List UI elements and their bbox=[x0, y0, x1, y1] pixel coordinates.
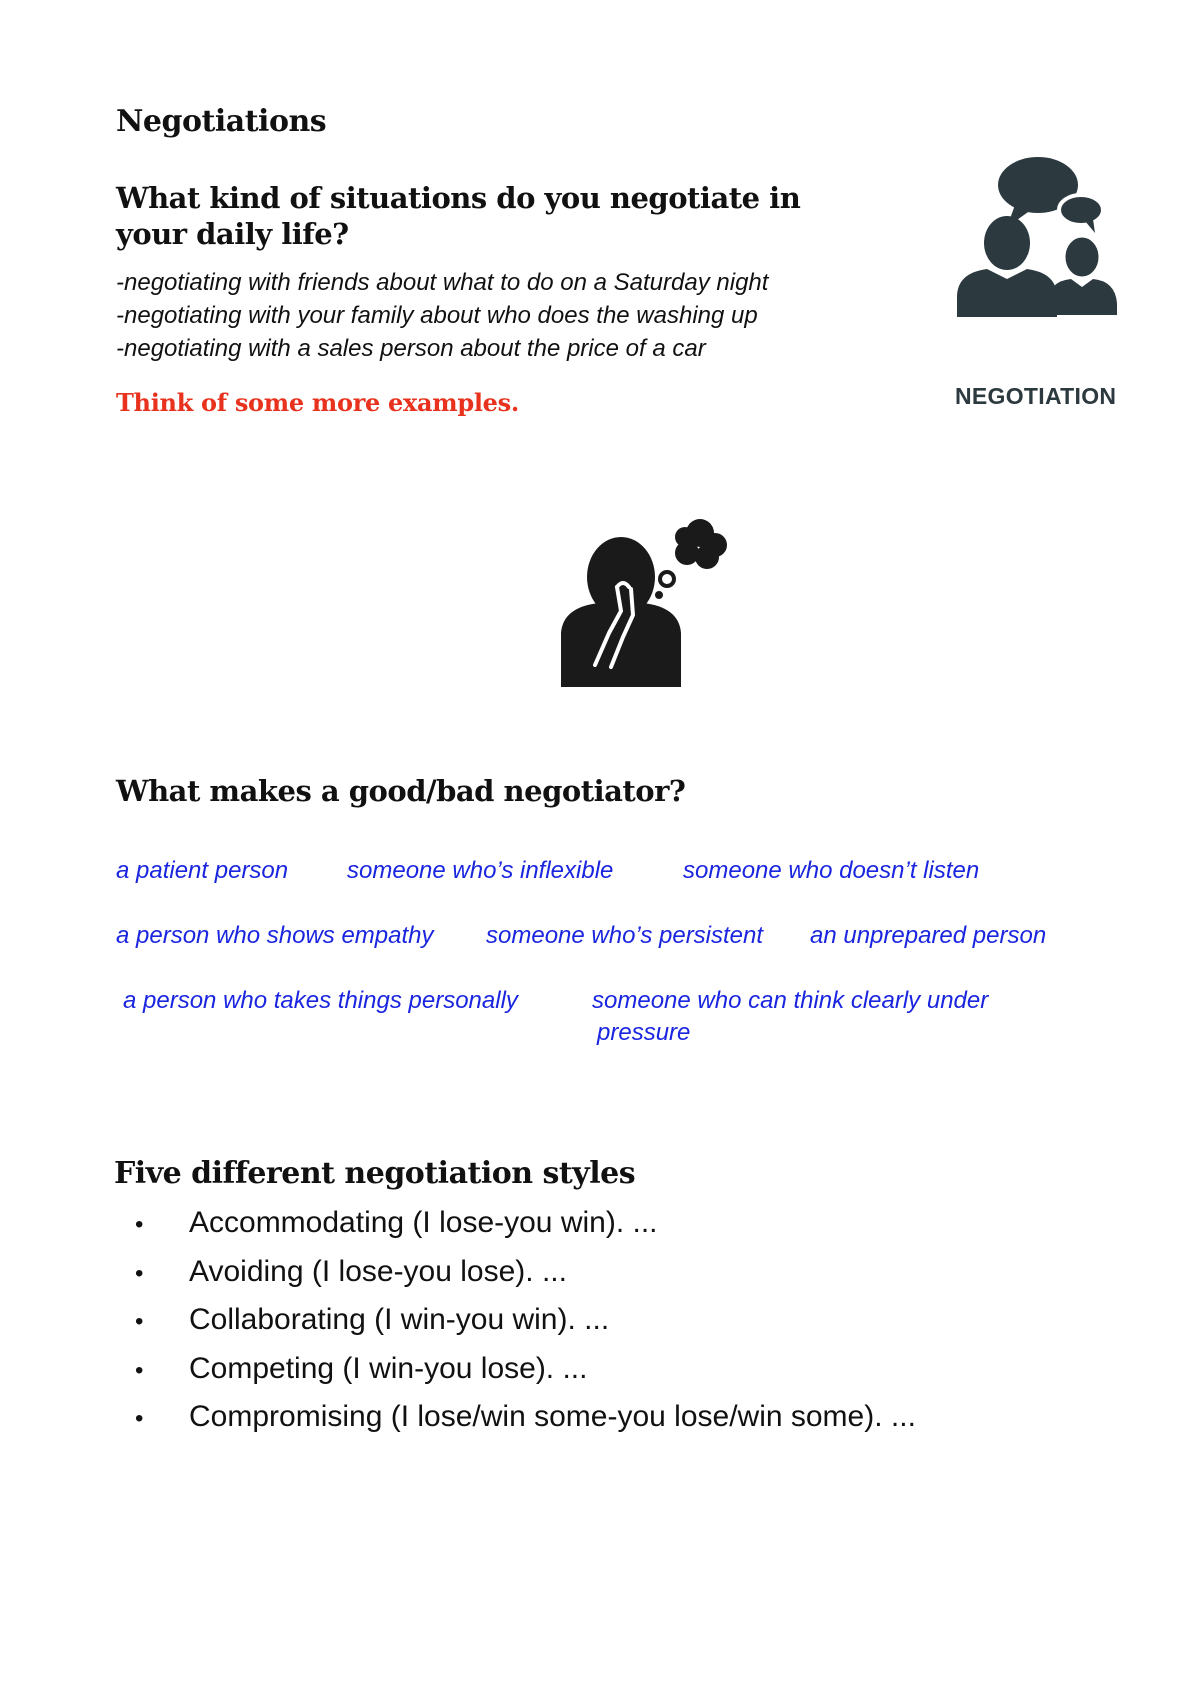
bullet: • bbox=[135, 1356, 144, 1384]
question-daily-situations: What kind of situations do you negotiate in your daily life? bbox=[116, 181, 801, 251]
trait-item: someone who can think clearly under bbox=[592, 987, 989, 1014]
bullet: • bbox=[135, 1259, 144, 1287]
trait-item: someone who doesn’t listen bbox=[683, 857, 980, 884]
negotiation-logo bbox=[935, 155, 1135, 415]
trait-item: someone who’s inflexible bbox=[347, 857, 614, 884]
trait-item: pressure bbox=[597, 1019, 691, 1046]
bullet: • bbox=[135, 1211, 144, 1238]
page-title: Negotiations bbox=[116, 104, 327, 139]
bullet: • bbox=[135, 1405, 144, 1432]
style-label: Avoiding (I lose-you lose). ... bbox=[189, 1254, 567, 1288]
list-item bbox=[135, 1297, 916, 1346]
style-label: Competing (I win-you lose). ... bbox=[189, 1351, 588, 1385]
list-item bbox=[135, 1394, 916, 1443]
thinking-person-illustration bbox=[555, 515, 745, 695]
bullet: • bbox=[135, 1308, 144, 1335]
thinking-person-icon bbox=[555, 515, 745, 695]
logo-caption: NEGOTIATION bbox=[955, 383, 1117, 409]
example-item: -negotiating with a sales person about the price of a car bbox=[116, 335, 706, 362]
trait-item: a patient person bbox=[116, 857, 289, 884]
examples-list bbox=[116, 266, 768, 365]
negotiation-styles-list bbox=[135, 1200, 916, 1443]
negotiation-styles-heading: Five different negotiation styles bbox=[114, 1156, 636, 1191]
trait-item: a person who shows empathy bbox=[116, 922, 434, 949]
example-item: -negotiating with friends about what to do on a Saturday night bbox=[116, 269, 769, 296]
style-label: Collaborating (I win-you win). ... bbox=[189, 1303, 610, 1336]
list-item bbox=[135, 1346, 916, 1395]
style-label: Compromising (I lose/win some-you lose/win some). ... bbox=[189, 1400, 916, 1433]
trait-item: a person who takes things personally bbox=[123, 987, 518, 1014]
list-item bbox=[135, 1200, 916, 1249]
trait-item: an unprepared person bbox=[810, 922, 1047, 949]
trait-item: someone who’s persistent bbox=[486, 922, 764, 949]
example-item: -negotiating with your family about who does the washing up bbox=[116, 302, 758, 329]
style-label: Accommodating (I lose-you win). ... bbox=[189, 1206, 658, 1239]
list-item bbox=[135, 1249, 916, 1298]
negotiation-people-speech-bubbles-icon bbox=[935, 155, 1135, 325]
think-prompt: Think of some more examples. bbox=[116, 388, 519, 417]
question-good-bad-negotiator: What makes a good/bad negotiator? bbox=[116, 774, 686, 808]
